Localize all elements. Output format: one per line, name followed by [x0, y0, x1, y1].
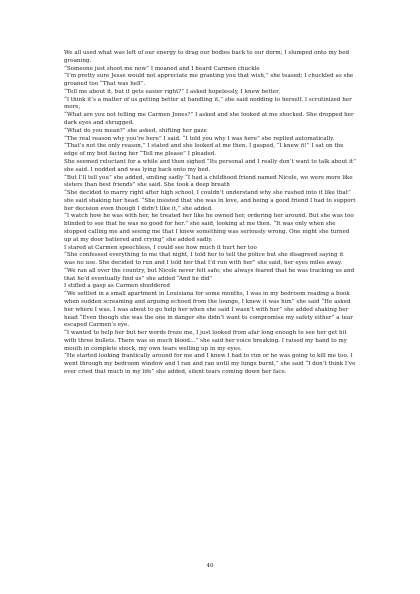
paragraph: “I think it’s a matter of us getting better at handling it,” she said nodding to herself. I scrutinized her more,: [64, 96, 352, 111]
paragraph: “I watch how he was with her, he treated her like he owned her, ordering her around. But she was too blinded to see that he was no good for her.” she said, looking at me then. “It was only when she stopped calling me and seeing me that I knew something was seriously wrong. One night she turned up at my door battered and crying” she added sadly.: [64, 213, 354, 243]
paragraph: “What are you not telling me Carmen Jones?” I asked and she looked at me shocked. She dropped her dark eyes and shrugged.: [64, 112, 354, 127]
paragraph: “We settled in a small apartment in Louisiana for some months, I was in my bedroom reading a book when sudden screaming and arguing echoed from the lounge, I knew it was him” she said “He asked her where I was. I was about to go help her when she said I wasn’t with her” she added shaking her head “Even though she was the one in danger she didn’t want to compromise my safety either” a tear escaped Carmen’s eye.: [64, 291, 353, 329]
paragraph: “She confessed everything to me that night, I told her to tell the police but she disagreed saying it was no use. She decided to run and I told her that I’d run with her” she said, her eyes miles away.: [64, 252, 344, 267]
paragraph: We all used what was left of our energy to drag our bodies back to our dorm; I slumped onto my bed groaning.: [64, 50, 350, 64]
paragraph: “The real reason why you’re here” I said. “I told you why I was here” she replied automatically.: [64, 135, 335, 142]
paragraph: “Someone just shoot me now” I moaned and I heard Carmen chuckle: [64, 65, 260, 72]
paragraph: “We ran all over the country, but Nicole never felt safe; she always feared that he was tracking us and that he’d eventually find us” she added “And he did”: [64, 267, 355, 282]
paragraph: She seemed reluctant for a while and then sighed “Its personal and I really don’t want to talk about it” she said. I nodded and was lying back onto my bed.: [64, 158, 356, 173]
paragraph: “I wanted to help her but her words froze me, I just looked from afar long enough to see her get hit with three bullets. There was so much blood…” she said her voice breaking. I raised my hand to my mouth in complete shock, my own tears welling up in my eyes.: [64, 330, 347, 352]
paragraph: “But I’ll tell you” she added, smiling sadly “I had a childhood friend named Nicole, we were more like sisters than best friends” she said. She took a deep breath: [64, 174, 353, 189]
paragraph: “What do you mean?” she asked, shifting her gaze: [64, 127, 207, 134]
paragraph: I stared at Carmen speechless, I could see how much it hurt her too: [64, 244, 257, 251]
paragraph: “Tell me about it, but it gets easier right?” I asked hopelessly, I knew better,: [64, 88, 281, 95]
paragraph: “She decided to marry right after high school, I couldn’t understand why she rushed into it like that” she said shaking her head. “She insisted that she was in love, and being a good friend I had to support her decision even though I didn’t like it,” she added.: [64, 190, 356, 212]
paragraph: “I’m pretty sure Jesse would not appreciate me granting you that wish,” she teased; I chuckled as she groaned too “That was hell”.: [64, 73, 354, 88]
paragraph: “That’s not the only reason,” I stated and she looked at me then, I gasped, “I knew it!” I sat on the edge of my bed facing her “Tell me please” I pleaded.: [64, 143, 344, 158]
paragraph: I stifled a gasp as Carmen shuddered: [64, 283, 170, 290]
body-text: [64, 50, 356, 377]
page-number: 40: [206, 563, 214, 569]
paragraph: “He started looking frantically around for me and I knew I had to run or he was going to kill me too. I went through my bedroom window and I ran and ran until my lungs burnt,” she said “I don’t think I’ve ever cried that much in my life” she added, silent tears coming down her face.: [64, 353, 356, 376]
